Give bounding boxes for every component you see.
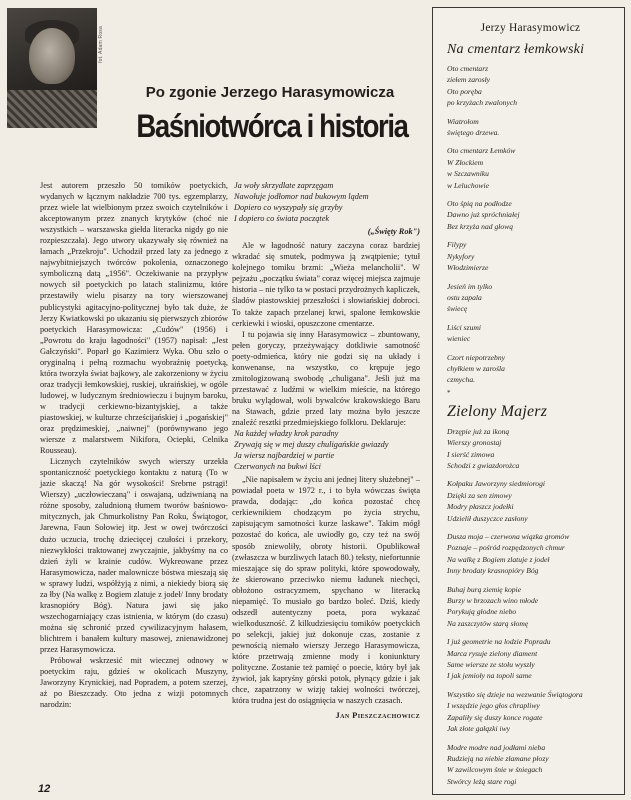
poem-line: w Szczawniku [447,169,489,179]
poem-line: Buhaj burą ziemię kopie [447,584,522,594]
poem-body [447,63,614,386]
poem-line: Wszystko się dzieje na wezwanie Świątogora [447,689,583,699]
article-paragraph: Próbował wskrzesić mit wiecznej odnowy w poetyckim raju, gdzieś w okolicach Muszyny, Jaworzyny Krynickiej, nad Popradem, a potem szerzej, aż po Bieszczady. Oto jedna z wizji potomnych narodzin: [40,656,228,710]
poem-line: I sierść zimowa [447,449,495,459]
poem-line: ostu zapala [447,292,482,302]
poem-line: świętego drzewa. [447,128,500,138]
poem-stanza [447,426,614,472]
photo-credit: fot. Adam Rosa [98,26,104,63]
poem-line: Same wiersze ze stołu wyszły [447,660,535,670]
quote-line: Czerwonych na bukwi lści [234,462,321,472]
poem-stanza [447,742,614,788]
separator-star: * [447,388,451,397]
poem-line: Zapaliły się duszy konce rogate [447,712,543,722]
poem-stanza [447,636,614,682]
poem-line: Liści szumi [447,322,481,332]
page-number: 12 [38,783,51,795]
poem-stanza [447,281,614,315]
article-paragraph: I tu pojawia się inny Harasymowicz – zbuntowany, pełen goryczy, przeżywający dotkliwie samotność poety-odmieńca, który nie godzi się na układy i konwenanse, na wszystko, co krępuje jego zmitologizowaną swobodę „chuligana". Jeśli już ma przestawać z ludźmi w wielkim mieście, na którego bruku wylądował, woli bywalców krakowskiego Baru na Stawach, gdzie przed laty można było jeszcze znaleźć resztki przedmiejskiego folkloru. Deklaruje: [232,329,420,427]
poem-line: Na zaszczytów starą słomę [447,618,529,628]
poem-line: po krzyżach zwalonych [447,98,518,108]
poem-line: świecę [447,304,468,314]
poem-line: Inny brodaty krasnopióry Bóg [447,566,539,576]
poem-line: Rudzieją na niebie złamane płozy [447,753,549,763]
poem-line: Jesień im tylko [447,281,493,291]
quote-line: Ja woły skrzydlate zaprzęgam [234,181,334,190]
poem-line: I wszędzie jego głos chrapliwy [447,701,540,711]
poem-stanza [447,322,614,345]
article-kicker: Po zgonie Jerzego Harasymowicza [145,84,395,101]
poem-line: Na walkę z Bogiem zlatuje z jodeł [447,554,550,564]
poem-stanza [447,198,614,232]
poem-line: Dzięki za sen zimowy [447,490,512,500]
poem-line: Jak złote gałązki iwy [447,724,511,734]
poem-line: Czort niepotrzebny [447,352,506,362]
article-headline: Baśniotwórca i historia [136,108,408,144]
poem-stanza [447,239,614,273]
article-paragraph: Ale w łagodność natury zaczyna coraz bardziej wkradać się smutek, podmywa ją zwątpienie; tytuł kolejnego tomiku brzmi: „Wieża melancholii". W pejzażu „początku świata" coraz więcej miejsca zajmuje historia – nie tylko ta w postaci przydrożnych kapliczek, śladów piastowskiej przeszłości i słowiańskiej dobroci. To także zapach przelanej krwi, spalone łemkowskie cerkiewki i wioski, opuszczone cmentarze. [232,241,420,328]
poem-line: chyłkiem w zarośla [447,363,505,373]
poem-line: W Złockiem [447,157,484,167]
poem-title: Na cmentarz łemkowski [447,42,585,57]
poem-line: Włodzimierze [447,263,489,273]
poem-line: I jak jemioły na topoli same [447,671,532,681]
poem-stanza [447,352,614,386]
quote-line: I dopiero co świata początek [234,214,330,224]
poem-line: w Leluchowie [447,180,489,190]
poems-sidebar [432,7,625,795]
poem-line: wieniec [447,334,471,344]
poem-stanza [447,116,614,139]
poem-line: Oto cmentarz [447,64,489,73]
poem-body [447,426,614,787]
article-paragraph: „Nie napisałem w życiu ani jednej litery służebnej" – powiadał poeta w 1972 r., i to była wówczas święta prawda, dodając: „do końca pozostać chcę cerkiewnikiem chodzącym po życia strychu, zapisującym samotności kurze laskawe". Takim mógł pozostać do końca, ale uwiodły go, czy też na swój sposób zniewoliły, obroty historii. Opublikował (zwłaszcza w burzliwych latach 80.) teksty, niefortunnie mieszające się do spraw polityki, które spowodowały, że skierowano przeciwko niemu ładunek niechęci, obłożono ostracyzmem, spychano w literacką niepamięć. To musiało go bardzo boleć. Dziś, kiedy odszedł autentyczny poeta, pora wykazać wielkoduszność. Z kilkudziesięciu tomików poetyckich po selekcji, jakiej już dokonuje czas, zostanie z pewnością niemało wierszy Jerzego Harasymowicza, które przetrwają zmienne mody i koniunktury polityczne. Zostanie też pamięć o poecie, który był jak żywioł, jak kapryśny górski potok, płynący gdzie i jak chce, zapatrzony w wizję takiej wolności twórczej, która trudna jest do osiągnięcia w naszych czasach. [232,475,420,706]
poem-line: Wierszy gronostaj [447,438,502,448]
quote-line: Dopiero co wyszypały się grzyby [234,203,343,213]
poem-line: Oto poręba [447,86,482,96]
poem-line: Dusza moja – czerwona wiązka gromów [447,532,570,541]
poem-line: Modry płaszcz jodełki [447,502,514,512]
poem-quote [232,180,420,224]
poem-line: Dawno już spróchniałej [447,210,520,220]
poem-line: Poznaje – pośród rozpędzonych chmur [447,543,565,553]
sidebar-author: Jerzy Harasymowicz [480,22,581,34]
quote-source: („Święty Rok") [367,227,420,237]
poem-line: Wiatrołom [447,116,479,126]
article-column-right [232,180,420,721]
poem-line: Marca rysuje zielony diament [447,648,538,658]
poem-stanza [447,584,614,630]
photo-sweater [7,90,97,128]
article-byline: Jan Pieszczachowicz [335,710,420,721]
poem-stanza [447,145,614,191]
poem-line: czmycha. [447,375,476,385]
poem-stanza [447,689,614,735]
poem-stanza [447,531,614,577]
poem-line: ziełem zarosły [447,75,490,85]
poem-line: Oto cmentarz Łemków [447,146,516,156]
article-paragraph: Jest autorem przeszło 50 tomików poetyckich, wydanych w łącznym nakładzie 700 tys. egzemplarzy, przez wiele lat wielbionym przez swoich czytelników i akceptowanym przez znanych krytyków (choć nie wszystkich – warszawska giełda literacka nigdy go nie rozpieszczała). Jego utwory ukazywały się również na łamach „Przekroju". Uchodził przed laty za jednego z najwybitniejszych twórców pokolenia, oznaczonego symboliczną datą „1956". Oczekiwanie na przypływ nowych sił poetyckich po latach stalinizmu, które przestawiły wielu pisarzy na tory wierszowanej publicystyki agitacyjno-politycznej było tak duże, że Jerzy Kwiatkowski po ukazaniu się pierwszych zbiorów poetyckich Harasymowicza: „Cudów" (1956) i „Powrotu do kraju łagodności" (1957) napisał: „Jest Gałczyński". Poparł go Kazimierz Wyka. Obu szło o oryginalną i pełną rozmachu wyobraźnię poetycką, która tworzyła świat bajkowy, ale zakorzeniony w życiu oraz tradycji łemkowskiej, ruskiej, ukraińskiej, w ogóle ludowej, w ludycznym średniowieczu i bujnym baroku, w tradycji cerkiewno-bizantyjskiej, a także piastowskiej, w kulturze chrześcijańskiej i „pogańskiej" oraz prędzimeskiej, „naiwnej" (porównywano jego wiersze z malarstwem Nikifora, Ociepki, Celnika Rousseau). [40,181,228,456]
poem-line: Kołpaku Jaworzyny siedmiorogi [447,479,546,489]
poem-line: I już geometrie na lodzie Popradu [447,637,551,647]
poem-line: Oto śpią na podłodze [447,199,512,209]
poem-line: Modre modre nad jodłami nieba [447,742,546,752]
quote-line: Na każdej władzy krok paradny [234,429,339,439]
quote-line: Zrywają się w mej duszy chuligańskie gwiazdy [234,440,389,450]
article-paragraph: Licznych czytelników swych wierszy urzekła spontaniczność poetyckiego kontaktu z naturą (To w jazie skaczą! Na gór wysokości! Srebrne pstrągi! Wierszy) „uczłowieczaną" i oswajaną, udziwnianą na różne sposoby, zaludnioną tłumem tworów baśniowo-mitycznych, jak Chmurkolistny Pan Roku, Świątogor, Jarewna, Faun Sołowiej itp. Jest w owej twórczości dużo uczucia, trochę dziecięcej czułości i przekory, niezwykłości traktowanej zwyczajnie, jakbyśmy na co dzień żyli w krainie cudów. Wykreowane przez Harasymowicza, nader malownicze bóstwa mieszają się w sprawy ludzi, współżyją z nimi, a niekiedy biorą się za łby (Na walkę z Bogiem zlatuje z jodeł/ Inny brodaty krasnopióry Bóg). Natura jawi się jako wszechogarniający czas istnienia, w którym (do czasu) można się schronić przed cywilizacyjnym hałasem, blichtrem i banałem kultury masowej, znienawidzonej przez Harasymowicza. [40,457,228,654]
article-column-left [40,180,228,710]
poem-line: W zawilcowym śnie w śniegach [447,765,543,775]
poem-line: Porykują głodne niebo [447,607,517,617]
poem-quote [232,428,420,472]
quote-line: Nawołuje jodłomor nad bukowym lądem [234,192,369,202]
poem-stanza [447,63,614,109]
poem-line: Filypy [447,240,467,250]
poem-line: Schodzi z gwiazdorożca [447,460,520,470]
poem-line: Burzy w brzozach wino młode [447,596,539,606]
photo-face [29,28,75,84]
poem-title: Zielony Majerz [447,402,548,420]
portrait-photo [7,8,97,128]
poem-line: Drzępie już za ikoną [447,426,510,436]
poem-stanza [447,478,614,524]
poem-line: Nykyfory [447,251,475,261]
quote-line: Ja wiersz najbardziej w partie [234,451,335,461]
poem-line: Udzielił duszyczce zasłony [447,513,528,523]
poem-line: Bez krzyża nad głową [447,221,514,231]
poem-line: Stwórcy leżą stare rogi [447,776,517,786]
